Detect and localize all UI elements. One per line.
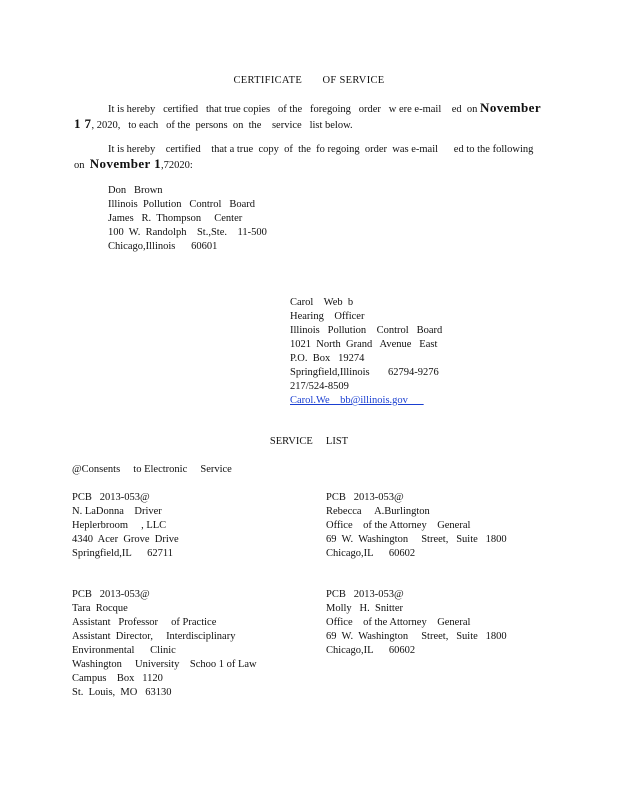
- address-line: James R. Thompson Center: [108, 213, 243, 224]
- para1-date-day: 1 7: [74, 116, 92, 131]
- service-entry-rocque: [72, 588, 257, 700]
- webb-email-link[interactable]: Carol.We bb@illinois.gov: [290, 395, 424, 406]
- entry-line: Chicago,IL 60602: [326, 548, 416, 559]
- entry-line: St. Louis, MO 63130: [72, 687, 172, 698]
- address-line: Don Brown: [108, 185, 163, 196]
- entry-line: Rebecca A.Burlington: [326, 506, 430, 517]
- para2-date: November 1: [89, 156, 162, 171]
- para2-prefix: on: [74, 160, 90, 171]
- consent-note: @Consents to Electronic Service: [72, 464, 232, 475]
- certification-paragraph-2: [74, 143, 544, 173]
- entry-line: Assistant Director, Interdisciplinary: [72, 631, 236, 642]
- entry-line: PCB 2013-053@: [326, 589, 404, 600]
- entry-line: PCB 2013-053@: [326, 492, 404, 503]
- address-line: Springfield,Illinois 62794-9276: [290, 367, 439, 378]
- address-line: 1021 North Grand Avenue East: [290, 339, 438, 350]
- entry-line: Environmental Clinic: [72, 645, 176, 656]
- para2-text-continued: ,72020:: [161, 160, 193, 171]
- entry-line: 69 W. Washington Street, Suite 1800: [326, 631, 507, 642]
- para1-text-continued: , 2020, to each of the persons on the service list below.: [91, 120, 353, 131]
- address-don-brown: [108, 184, 267, 254]
- entry-line: Washington University Schoo 1 of Law: [72, 659, 257, 670]
- entry-line: Office of the Attorney General: [326, 617, 471, 628]
- entry-line: Heplerbroom , LLC: [72, 520, 167, 531]
- service-entry-snitter: [326, 588, 507, 658]
- entry-line: N. LaDonna Driver: [72, 506, 162, 517]
- address-line: Illinois Pollution Control Board: [108, 199, 256, 210]
- address-line: 217/524-8509: [290, 381, 349, 392]
- address-line: Illinois Pollution Control Board: [290, 325, 443, 336]
- entry-line: Springfield,IL 62711: [72, 548, 174, 559]
- para1-date: November: [480, 100, 542, 115]
- address-line: Chicago,Illinois 60601: [108, 241, 218, 252]
- entry-line: Tara Rocque: [72, 603, 128, 614]
- service-list-heading: SERVICE LIST: [269, 436, 349, 447]
- para1-text: It is hereby certified that true copies of the foregoing order w ere e-mail ed on: [108, 104, 481, 115]
- service-entry-driver: [72, 491, 179, 561]
- entry-line: PCB 2013-053@: [72, 589, 150, 600]
- para2-text: It is hereby certified that a true copy of the fo regoing order was e-mail ed to the following: [108, 144, 534, 155]
- address-line: Carol Web b: [290, 297, 354, 308]
- address-line: Hearing Officer: [290, 311, 365, 322]
- address-line: 100 W. Randolph St.,Ste. 11-500: [108, 227, 267, 238]
- entry-line: 69 W. Washington Street, Suite 1800: [326, 534, 507, 545]
- entry-line: Chicago,IL 60602: [326, 645, 416, 656]
- entry-line: PCB 2013-053@: [72, 492, 150, 503]
- entry-line: Office of the Attorney General: [326, 520, 471, 531]
- entry-line: Campus Box 1120: [72, 673, 163, 684]
- address-carol-webb: [290, 296, 442, 408]
- address-line: P.O. Box 19274: [290, 353, 365, 364]
- certification-paragraph-1: [74, 101, 544, 133]
- entry-line: Assistant Professor of Practice: [72, 617, 217, 628]
- service-entry-burlington: [326, 491, 507, 561]
- entry-line: 4340 Acer Grove Drive: [72, 534, 179, 545]
- entry-line: Molly H. Snitter: [326, 603, 404, 614]
- document-title: CERTIFICATE OF SERVICE: [233, 75, 385, 86]
